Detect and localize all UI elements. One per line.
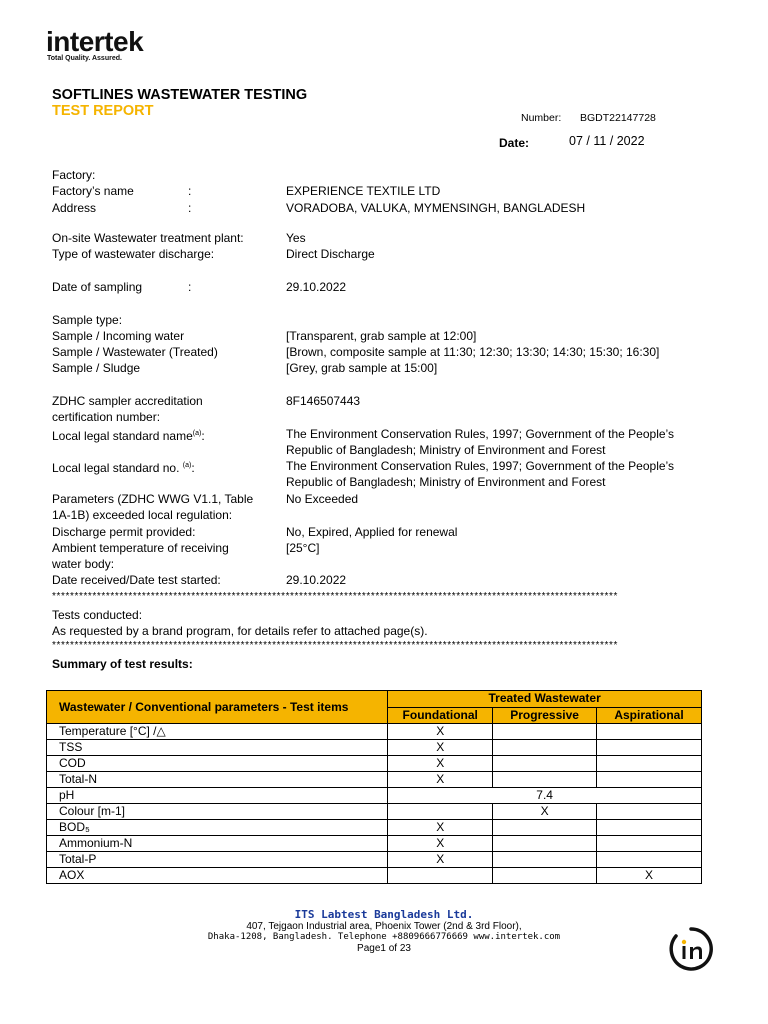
colon: : — [188, 184, 192, 198]
report-date-label: Date: — [499, 136, 530, 150]
progressive-cell — [493, 740, 597, 756]
table-row — [47, 772, 702, 788]
std-no-value-cont: Republic of Bangladesh; Ministry of Environment and Forest — [286, 475, 606, 489]
colon: : — [188, 280, 192, 294]
incoming-label: Sample / Incoming water — [52, 329, 185, 343]
aspirational-cell — [597, 804, 702, 820]
sludge-value: [Grey, grab sample at 15:00] — [286, 361, 438, 375]
progressive-cell — [493, 724, 597, 740]
sampling-date-value: 29.10.2022 — [286, 280, 347, 294]
aspirational-cell: X — [597, 868, 702, 884]
aspirational-cell — [597, 724, 702, 740]
table-row — [47, 740, 702, 756]
table-row — [47, 868, 702, 884]
merged-value-cell: 7.4 — [388, 788, 702, 804]
progressive-cell — [493, 772, 597, 788]
footnote-marker: (a) — [192, 430, 202, 437]
onsite-value: Yes — [286, 231, 306, 245]
params-value: No Exceeded — [286, 492, 359, 506]
table-row — [47, 836, 702, 852]
separator-line: ****************************************************************************************************************************** — [52, 591, 618, 602]
incoming-value: [Transparent, grab sample at 12:00] — [286, 329, 477, 343]
foundational-cell: X — [388, 756, 493, 772]
params-label-cont: 1A-1B) exceeded local regulation: — [52, 508, 233, 522]
table-row — [47, 804, 702, 820]
intertek-badge-icon — [668, 926, 714, 972]
table-row — [47, 852, 702, 868]
test-item: Colour [m-1] — [47, 804, 388, 820]
aspirational-cell — [597, 852, 702, 868]
footer-company: ITS Labtest Bangladesh Ltd. — [294, 908, 474, 921]
table-row — [47, 724, 702, 740]
column-header-aspirational: Aspirational — [597, 707, 702, 724]
treated-value: [Brown, composite sample at 11:30; 12:30; 13:30; 14:30; 15:30; 16:30] — [286, 345, 660, 359]
table-header-row — [47, 691, 702, 708]
received-value: 29.10.2022 — [286, 573, 347, 587]
summary-heading: Summary of test results: — [52, 657, 193, 671]
factory-name-value: EXPERIENCE TEXTILE LTD — [286, 184, 441, 198]
address-value: VORADOBA, VALUKA, MYMENSINGH, BANGLADESH — [286, 201, 586, 215]
foundational-cell: X — [388, 852, 493, 868]
test-item: AOX — [47, 868, 388, 884]
report-date-value: 07 / 11 / 2022 — [569, 134, 645, 148]
colon: : — [188, 201, 192, 215]
permit-value: No, Expired, Applied for renewal — [286, 525, 458, 539]
test-item: COD — [47, 756, 388, 772]
foundational-cell: X — [388, 836, 493, 852]
std-name-value: The Environment Conservation Rules, 1997; Government of the People’s — [286, 427, 674, 441]
aspirational-cell — [597, 756, 702, 772]
permit-label: Discharge permit provided: — [52, 525, 196, 539]
report-number-label: Number: — [521, 112, 562, 124]
footnote-marker: (a) — [182, 462, 192, 469]
tests-heading: Tests conducted: — [52, 608, 143, 622]
std-no-label: Local legal standard no. $^{(a)}$: — [52, 461, 195, 475]
ambient-label: Ambient temperature of receiving — [52, 541, 229, 555]
table-row — [47, 788, 702, 804]
sludge-label: Sample / Sludge — [52, 361, 141, 375]
ambient-value: [25°C] — [286, 541, 320, 555]
report-number-value: BGDT22147728 — [580, 112, 656, 124]
zdhc-label-cont: certification number: — [52, 410, 161, 424]
foundational-cell: X — [388, 820, 493, 836]
report-title: SOFTLINES WASTEWATER TESTING — [52, 87, 308, 103]
aspirational-cell — [597, 772, 702, 788]
address-label: Address — [52, 201, 97, 215]
column-header-foundational: Foundational — [388, 707, 493, 724]
test-item: Total-N — [47, 772, 388, 788]
column-header-items: Wastewater / Conventional parameters - Test items — [47, 691, 388, 724]
footer-contact: Dhaka-1208, Bangladesh. Telephone +8809666776669 www.intertek.com — [207, 932, 561, 942]
column-header-progressive: Progressive — [493, 707, 597, 724]
params-label: Parameters (ZDHC WWG V1.1, Table — [52, 492, 254, 506]
test-item: Ammonium-N — [47, 836, 388, 852]
test-item: pH — [47, 788, 388, 804]
separator-line: ****************************************************************************************************************************** — [52, 640, 618, 651]
zdhc-label: ZDHC sampler accreditation — [52, 394, 203, 408]
std-name-label: Local legal standard name$^{(a)}$: — [52, 429, 205, 443]
discharge-type-label: Type of wastewater discharge: — [52, 247, 215, 261]
column-header-group: Treated Wastewater — [388, 691, 702, 708]
table-row — [47, 756, 702, 772]
results-table — [46, 690, 702, 884]
tests-text: As requested by a brand program, for details refer to attached page(s). — [52, 624, 428, 638]
test-item: Total-P — [47, 852, 388, 868]
intertek-logo: intertek — [46, 26, 144, 57]
received-label: Date received/Date test started: — [52, 573, 221, 587]
footer-page-number: Page1 of 23 — [357, 943, 411, 954]
foundational-cell: X — [388, 772, 493, 788]
zdhc-value: 8F146507443 — [286, 394, 361, 408]
test-item: BOD₅ — [47, 820, 388, 836]
test-item: TSS — [47, 740, 388, 756]
progressive-cell — [493, 836, 597, 852]
aspirational-cell — [597, 820, 702, 836]
treated-label: Sample / Wastewater (Treated) — [52, 345, 218, 359]
logo-tagline: Total Quality. Assured. — [47, 55, 122, 62]
sampling-date-label: Date of sampling — [52, 280, 143, 294]
progressive-cell — [493, 868, 597, 884]
onsite-label: On-site Wastewater treatment plant: — [52, 231, 244, 245]
sample-type-label: Sample type: — [52, 313, 123, 327]
progressive-cell — [493, 852, 597, 868]
discharge-type-value: Direct Discharge — [286, 247, 375, 261]
test-item: Temperature [°C] /△ — [47, 724, 388, 740]
aspirational-cell — [597, 836, 702, 852]
progressive-cell — [493, 820, 597, 836]
factory-label: Factory: — [52, 168, 96, 182]
foundational-cell: X — [388, 724, 493, 740]
std-no-value: The Environment Conservation Rules, 1997; Government of the People’s — [286, 459, 674, 473]
factory-name-label: Factory’s name — [52, 184, 134, 198]
aspirational-cell — [597, 740, 702, 756]
progressive-cell — [493, 756, 597, 772]
table-row — [47, 820, 702, 836]
report-subtitle: TEST REPORT — [52, 103, 154, 119]
foundational-cell: X — [388, 740, 493, 756]
progressive-cell: X — [493, 804, 597, 820]
foundational-cell — [388, 868, 493, 884]
footer-address: 407, Tejgaon Industrial area, Phoenix Tower (2nd & 3rd Floor), — [246, 921, 522, 932]
std-name-value-cont: Republic of Bangladesh; Ministry of Environment and Forest — [286, 443, 606, 457]
foundational-cell — [388, 804, 493, 820]
ambient-label-cont: water body: — [52, 557, 115, 571]
